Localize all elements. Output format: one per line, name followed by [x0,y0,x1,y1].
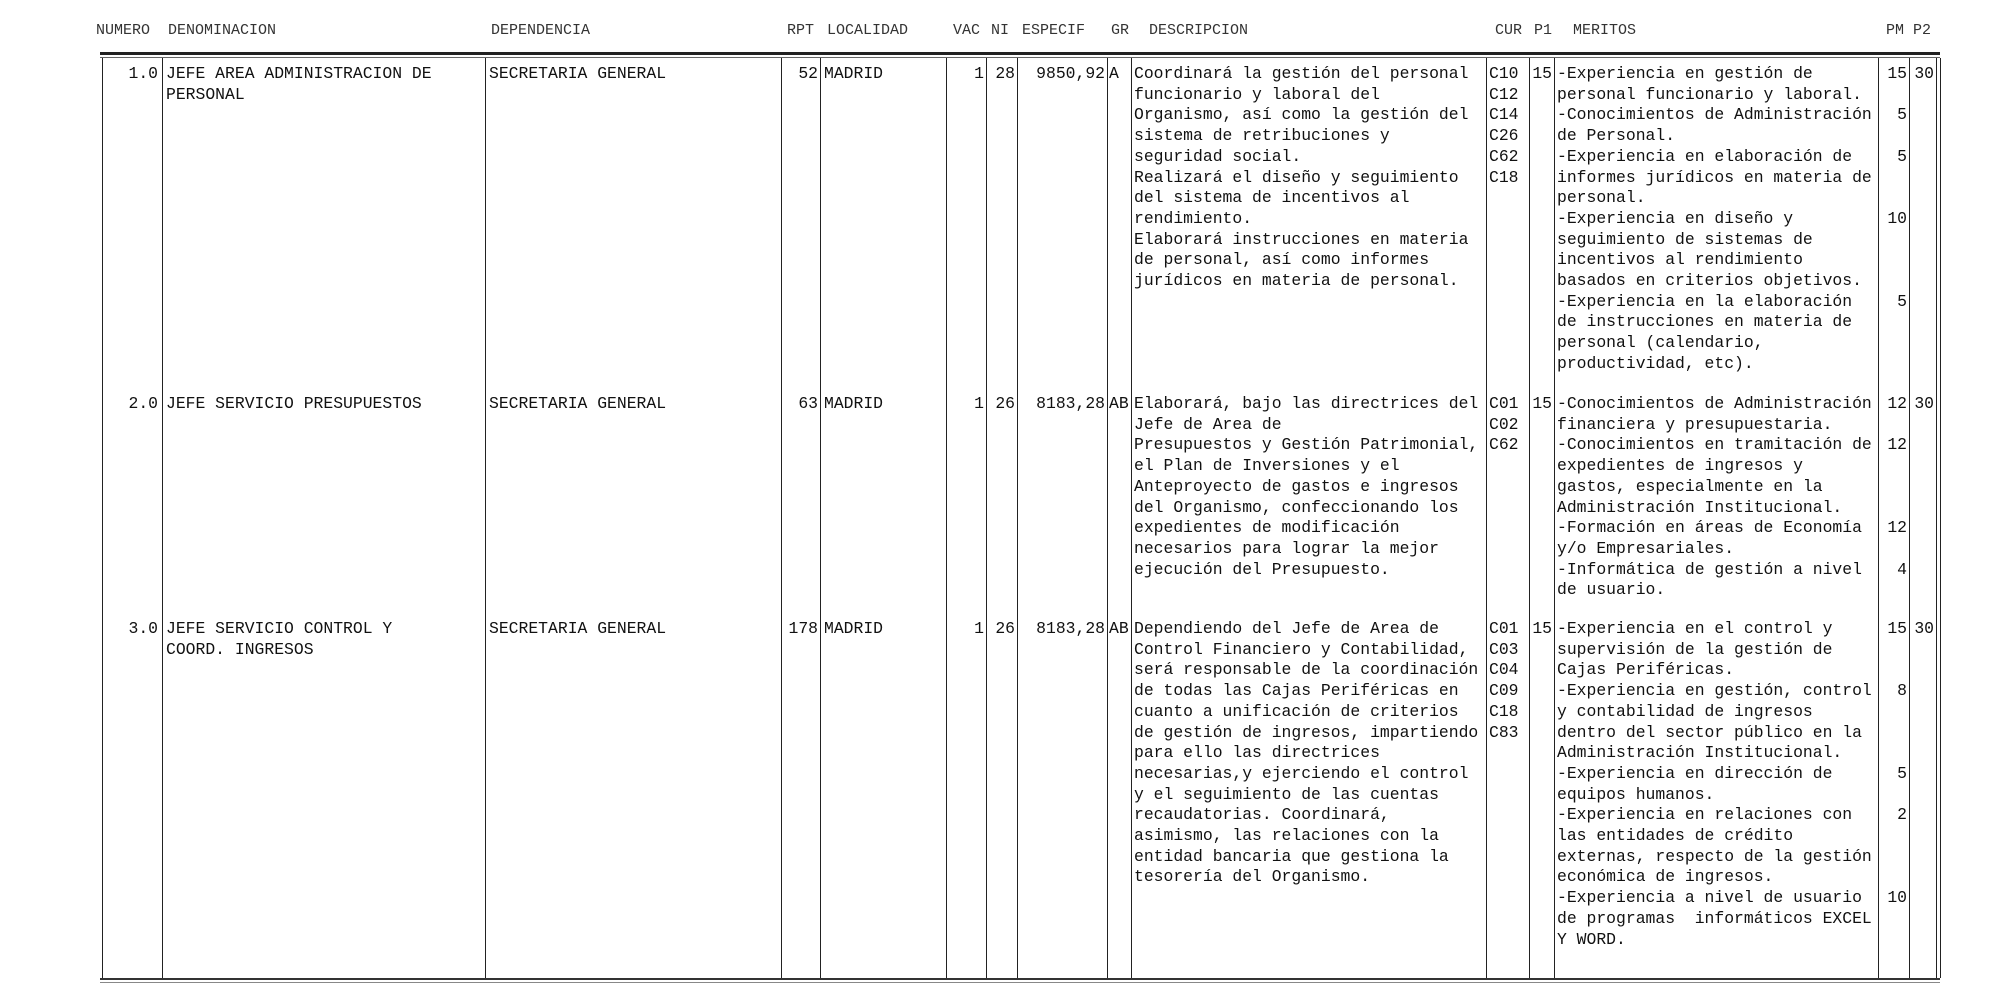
header-descripcion: DESCRIPCION [1149,22,1249,39]
column-divider [1554,58,1555,978]
row-localidad: MADRID [824,394,884,413]
column-divider [1936,58,1937,978]
header-especif: ESPECIF [1022,22,1086,39]
row-rpt: 52 [798,64,818,83]
row-localidad: MADRID [824,619,884,638]
row-especif: 8183,28 [1036,619,1105,638]
row-denominacion: JEFE SERVICIO CONTROL Y COORD. INGRESOS [166,619,393,659]
column-divider [1107,58,1108,978]
header-p1: P1 [1534,22,1553,39]
header-vac: VAC [953,22,981,39]
row-cur: C10 C12 C14 C26 C62 C18 [1489,64,1519,187]
header-dependencia: DEPENDENCIA [491,22,591,39]
column-divider [1131,58,1132,978]
row-gr: AB [1109,394,1129,413]
header-gr: GR [1111,22,1130,39]
row-localidad: MADRID [824,64,884,83]
row-especif: 8183,28 [1036,394,1105,413]
row-descripcion: Elaborará, bajo las directrices del Jefe de Area de Presupuestos y Gestión Patrimonial, el Plan de Inversiones y el Anteproyecto de gastos e ingresos del Organismo, confeccionando los expedientes de modificación necesarios para lograr la mejor ejecución del Presupuesto. [1134,394,1479,579]
row-especif: 9850,92 [1036,64,1105,83]
row-denominacion: JEFE AREA ADMINISTRACION DE PERSONAL [166,64,432,104]
header-p2: P2 [1913,22,1932,39]
row-p1: 15 [1532,394,1552,413]
row-dependencia: SECRETARIA GENERAL [489,64,667,83]
row-numero: 2.0 [128,394,158,413]
row-cur: C01 C02 C62 [1489,394,1519,455]
row-meritos: -Conocimientos de Administración financiera y presupuestaria. -Conocimientos en tramitación de expedientes de ingresos y gastos, especialmente en la Administración Institucional. -Formación en áreas de Economía y/o Empresariales. -Informática de gestión a nivel de usuario. [1557,394,1872,600]
row-pm: 15 8 5 2 10 [1887,619,1907,908]
header-rule-top [100,52,1940,55]
row-rpt: 178 [788,619,818,638]
row-pm: 12 12 12 4 [1887,394,1907,579]
row-descripcion: Dependiendo del Jefe de Area de Control Financiero y Contabilidad, será responsable de la coordinación de todas las Cajas Periféricas en cuanto a unificación de criterios de gestión de ingresos, impartiendo para ello las directrices necesarias,y ejerciendo el control y el seguimiento de las cuentas recaudatorias. Coordinará, asimismo, las relaciones con la entidad bancaria que gestiona la tesorería del Organismo. [1134,619,1479,887]
column-divider [1486,58,1487,978]
column-divider [820,58,821,978]
row-numero: 1.0 [128,64,158,83]
row-p1: 15 [1532,64,1552,83]
column-divider [1529,58,1530,978]
row-ni: 26 [995,394,1015,413]
header-meritos: MERITOS [1573,22,1637,39]
column-divider [946,58,947,978]
column-divider [1909,58,1910,978]
row-p1: 15 [1532,619,1552,638]
header-pm: PM [1886,22,1905,39]
row-ni: 26 [995,619,1015,638]
header-ni: NI [991,22,1010,39]
header-numero: NUMERO [96,22,151,39]
header-cur: CUR [1495,22,1523,39]
row-vac: 1 [974,619,984,638]
row-gr: AB [1109,619,1129,638]
header-rpt: RPT [787,22,815,39]
column-divider [986,58,987,978]
row-denominacion: JEFE SERVICIO PRESUPUESTOS [166,394,422,413]
row-p2: 30 [1914,64,1934,83]
header-localidad: LOCALIDAD [827,22,909,39]
header-rule-bottom [100,57,1940,58]
row-dependencia: SECRETARIA GENERAL [489,394,667,413]
row-meritos: -Experiencia en gestión de personal funcionario y laboral. -Conocimientos de Administración de Personal. -Experiencia en elaboración de informes jurídicos en materia de personal. -Experiencia en diseño y seguimiento de sistemas de incentivos al rendimiento basados en criterios objetivos. -Experiencia en la elaboración de instrucciones en materia de personal (calendario, productividad, etc). [1557,64,1872,373]
row-pm: 15 5 5 10 5 [1887,64,1907,311]
row-gr: A [1109,64,1119,83]
column-divider [1940,58,1941,978]
row-numero: 3.0 [128,619,158,638]
row-rpt: 63 [798,394,818,413]
column-divider [781,58,782,978]
table-bottom-rule [100,978,1940,980]
table-bottom-rule-thin [100,982,1940,983]
row-dependencia: SECRETARIA GENERAL [489,619,667,638]
row-vac: 1 [974,394,984,413]
row-ni: 28 [995,64,1015,83]
row-p2: 30 [1914,394,1934,413]
column-divider [102,58,103,978]
row-cur: C01 C03 C04 C09 C18 C83 [1489,619,1519,742]
row-p2: 30 [1914,619,1934,638]
row-meritos: -Experiencia en el control y supervisión de la gestión de Cajas Periféricas. -Experiencia en gestión, control y contabilidad de ingresos dentro del sector público en la Administración Institucional. -Experiencia en dirección de equipos humanos. -Experiencia en relaciones con las entidades de crédito externas, respecto de la gestión económica de ingresos. -Experiencia a nivel de usuario de programas informáticos EXCEL Y WORD. [1557,619,1872,949]
column-divider [1017,58,1018,978]
column-divider [162,58,163,978]
row-vac: 1 [974,64,984,83]
row-descripcion: Coordinará la gestión del personal funcionario y laboral del Organismo, así como la gestión del sistema de retribuciones y seguridad social. Realizará el diseño y seguimiento del sistema de incentivos al rendimiento. Elaborará instrucciones en materia de personal, así como informes jurídicos en materia de personal. [1134,64,1469,291]
header-denominacion: DENOMINACION [168,22,277,39]
column-divider [485,58,486,978]
